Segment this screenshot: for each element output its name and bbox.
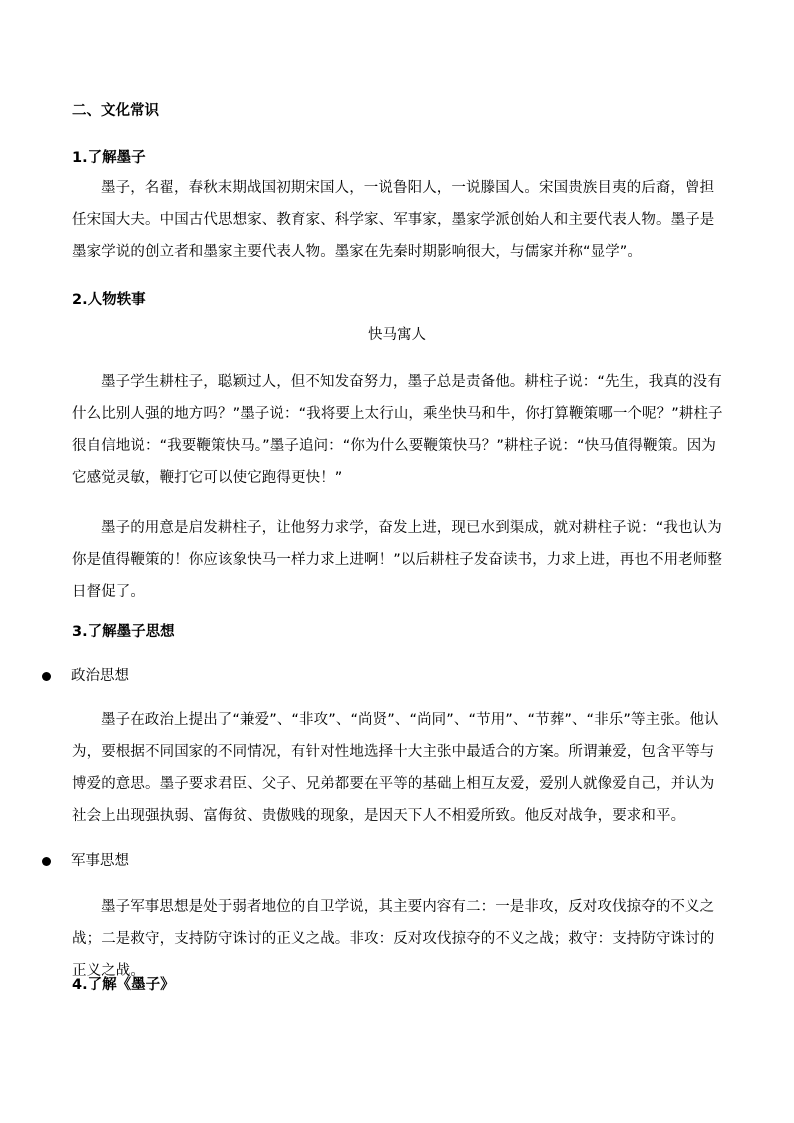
paragraph-story-moral: 墨子的用意是启发耕柱子，让他努力求学，奋发上进，现已水到渠成，就对耕柱子说：“我也认为你是值得鞭策的！你应该象快马一样力求上进啊！”以后耕柱子发奋读书，力求上进，再也不用老师整日督促了。 <box>72 520 723 600</box>
subheading-mozi-thought: 3.了解墨子思想 <box>72 624 175 640</box>
paragraph-mozi-bio: 墨子，名翟，春秋末期战国初期宋国人，一说鲁阳人，一说滕国人。宋国贵族目夷的后裔，曾担任宋国大夫。中国古代思想家、教育家、科学家、军事家，墨家学派创始人和主要代表人物。墨子是墨家学说的创立者和墨家主要代表人物。墨家在先秦时期影响很大，与儒家并称“显学”。 <box>72 180 715 260</box>
bullet-dot-icon <box>42 857 51 866</box>
paragraph-political-thought: 墨子在政治上提出了“兼爱”、“非攻”、“尚贤”、“尚同”、“节用”、“节葬”、“非乐”等主张。他认为，要根据不同国家的不同情况，有针对性地选择十大主张中最适合的方案。所谓兼爱，包含平等与博爱的意思。墨子要求君臣、父子、兄弟都要在平等的基础上相互友爱，爱别人就像爱自己，并认为社会上出现强执弱、富侮贫、贵傲贱的现象，是因天下人不相爱所致。他反对战争，要求和平。 <box>72 712 719 824</box>
subheading-know-mozi: 1.了解墨子 <box>72 150 146 166</box>
bullet-label: 军事思想 <box>71 853 129 869</box>
story-title: 快马寓人 <box>368 327 426 343</box>
bullet-dot-icon <box>42 672 51 681</box>
section-heading-culture: 二、文化常识 <box>72 103 159 119</box>
subheading-anecdotes: 2.人物轶事 <box>72 292 146 308</box>
paragraph-military-thought: 墨子军事思想是处于弱者地位的自卫学说，其主要内容有二：一是非攻，反对攻伐掠夺的不义之战；二是救守，支持防守诛讨的正义之战。非攻：反对攻伐掠夺的不义之战；救守：支持防守诛讨的正义之战。 <box>72 899 715 979</box>
bullet-label: 政治思想 <box>71 668 129 684</box>
paragraph-story: 墨子学生耕柱子，聪颖过人，但不知发奋努力，墨子总是责备他。耕柱子说：“先生，我真的没有什么比别人强的地方吗？”墨子说：“我将要上太行山，乘坐快马和牛，你打算鞭策哪一个呢？”耕柱子很自信地说：“我要鞭策快马。”墨子追问：“你为什么要鞭策快马？”耕柱子说：“快马值得鞭策。因为它感觉灵敏，鞭打它可以使它跑得更快！” <box>72 374 723 486</box>
subheading-know-mozi-book: 4.了解《墨子》 <box>72 977 175 993</box>
